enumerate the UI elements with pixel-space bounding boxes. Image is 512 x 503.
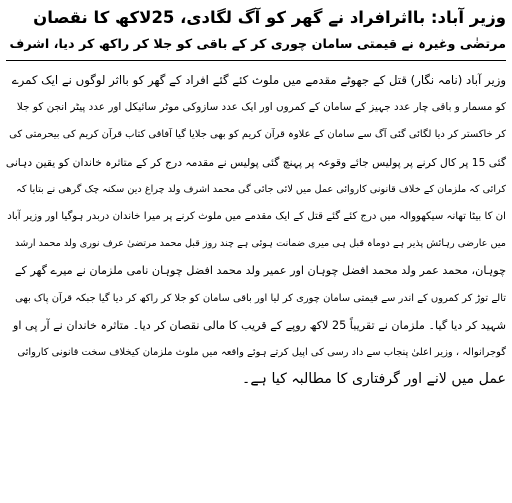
body-line: کرائی کہ ملزمان کے خلاف قانونی کاروائی عمل میں لائی جائی گی محمد اشرف ولد چراغ دین سکنہ چک گرھی نے بتایا کہ	[16, 183, 506, 195]
article-body	[0, 65, 512, 393]
body-line: کر خاکستر کر دیا لگائی گئی آگ سے سامان کے علاوہ قرآن کریم کو بھی جلایا گیا آفاقی کتاب قرآن کریم کی بیحرمتی کی	[9, 129, 506, 141]
body-line: ان کا بیٹا تھانہ سیکھووالہ میں درج کئے گئے قتل کے ایک مقدمے میں ملوث کرنے پر میرا خاندان دربدر ہوگیا اور وزیر آباد	[7, 211, 506, 223]
body-line: کو مسمار و باقی چار عدد جہیز کے سامان کے کمروں اور ایک عدد سازوکی موٹر سائیکل اور عدد پیٹر انجن کو جلا	[16, 101, 506, 114]
body-line: تالے توڑ کر کمروں کے اندر سے قیمتی سامان چوری کر لیا اور باقی سامان کو جلا کر راکھ کر دیا گیا جبکہ قرآن پاک بھی	[15, 292, 506, 304]
headline-line-2: مرتضٰی وغیرہ نے قیمتی سامان چوری کر کے باقی کو جلا کر راکھ کر دیا، اشرف	[9, 37, 506, 52]
headline-divider	[6, 60, 506, 61]
body-line: میں عارضی رہائش پذیر ہے دوماہ قبل ہی میری ضمانت ہوئی ہے چند روز قبل محمد مرتضیٰ عرف نوری ولد محمد ارشد	[15, 238, 506, 250]
headline-line-1: وزیر آباد: بااثرافراد نے گھر کو آگ لگادی، 25لاکھ کا نقصان	[33, 8, 506, 27]
body-line: وزیر آباد (نامہ نگار) قتل کے جھوٹے مقدمے میں ملوث کئے گئے افراد کے گھر کو بااثر لوگوں نے ایک کمرے	[11, 73, 506, 87]
body-line: شہید کر دیا گیا۔ ملزمان نے تقریباً 25 لاکھ روپے کے قریب کا مالی نقصان کر دیا۔ متاثرہ خاندان نے آر پی او	[12, 318, 506, 332]
body-line: گوجرانوالہ ، وزیر اعلیٰ پنجاب سے داد رسی کی اپیل کرتے ہوئے واقعہ میں ملوث ملزمان کیخلاف سخت قانونی کاروائی	[17, 347, 506, 359]
body-line: عمل میں لانے اور گرفتاری کا مطالبہ کیا ہے۔	[242, 371, 506, 388]
headline	[0, 0, 512, 58]
body-line: چوہان، محمد عمر ولد محمد افضل چوہان اور عمیر ولد محمد افضل چوہان نامی ملزمان نے میرے گھر کے	[14, 264, 506, 278]
body-line: گئی 15 پر کال کرنے پر پولیس جائے وقوعہ پر پہنچ گئی پولیس نے مقدمہ درج کر کے متاثرہ خاندان کو یقین دہانی	[5, 155, 506, 169]
